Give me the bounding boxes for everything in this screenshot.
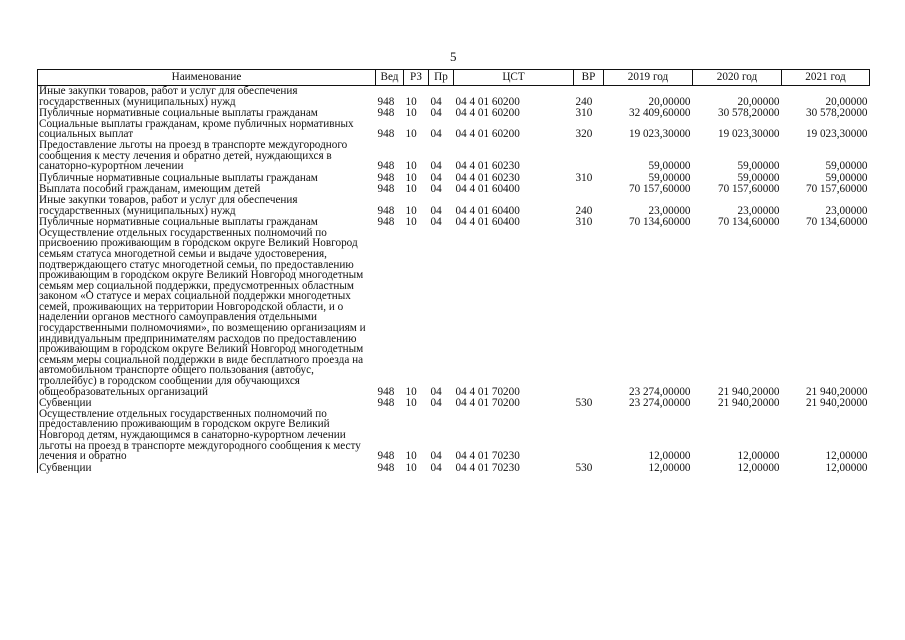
row-2020: 12,00000 [737, 461, 780, 474]
row-pr: 04 [430, 95, 442, 108]
row-ved: 948 [377, 216, 395, 229]
row-pr: 04 [430, 107, 442, 120]
row-ved: 948 [377, 397, 395, 410]
row-2019: 23 274,00000 [628, 397, 691, 410]
row-ved: 948 [377, 160, 395, 173]
row-ved: 948 [377, 171, 395, 184]
row-2020: 59,00000 [737, 171, 780, 184]
row-name: Публичные нормативные социальные выплаты гражданам [38, 172, 376, 184]
row-rz: 10 [405, 461, 417, 474]
row-pr: 04 [430, 171, 442, 184]
row-rz: 10 [405, 397, 417, 410]
row-2021: 59,00000 [825, 171, 868, 184]
row-cst: 04 4 01 60200 [455, 128, 520, 141]
row-rz: 10 [405, 183, 417, 196]
header-2021: 2021 год [782, 70, 870, 86]
row-2019: 20,00000 [648, 95, 691, 108]
header-vr: ВР [574, 70, 604, 86]
row-pr: 04 [430, 128, 442, 141]
row-2020: 70 134,60000 [717, 216, 780, 229]
header-name: Наименование [38, 70, 376, 86]
row-cst: 04 4 01 60230 [455, 171, 520, 184]
row-2020: 30 578,20000 [717, 107, 780, 120]
row-2020: 12,00000 [737, 450, 780, 463]
table-row [38, 409, 870, 462]
row-ved: 948 [377, 461, 395, 474]
row-2019: 23,00000 [648, 204, 691, 217]
row-vr: 240 [575, 95, 593, 108]
row-name: Предоставление льготы на проезд в транспорте междугородного сообщения к месту лечения и обратно детей, нуждающихся в санаторно-курортном лечении [38, 140, 376, 172]
row-2021: 21 940,20000 [805, 385, 868, 398]
row-pr: 04 [430, 397, 442, 410]
table-row [38, 119, 870, 140]
row-pr: 04 [430, 461, 442, 474]
row-name: Публичные нормативные социальные выплаты гражданам [38, 216, 376, 228]
row-2021: 21 940,20000 [805, 397, 868, 410]
table-row [38, 140, 870, 172]
row-ved: 948 [377, 107, 395, 120]
row-2020: 23,00000 [737, 204, 780, 217]
row-2021: 59,00000 [825, 160, 868, 173]
row-vr: 310 [575, 107, 593, 120]
table-header [38, 70, 870, 86]
row-2021: 70 157,60000 [805, 183, 868, 196]
row-vr: 530 [575, 461, 593, 474]
budget-table [37, 69, 870, 473]
row-cst: 04 4 01 60400 [455, 216, 520, 229]
header-cst: ЦСТ [454, 70, 574, 86]
row-name: Публичные нормативные социальные выплаты гражданам [38, 107, 376, 119]
row-ved: 948 [377, 204, 395, 217]
row-cst: 04 4 01 70230 [455, 461, 520, 474]
row-2019: 59,00000 [648, 171, 691, 184]
row-vr [574, 140, 604, 172]
row-2021: 70 134,60000 [805, 216, 868, 229]
row-vr: 530 [575, 397, 593, 410]
row-pr: 04 [430, 160, 442, 173]
row-rz: 10 [405, 204, 417, 217]
row-2021: 23,00000 [825, 204, 868, 217]
row-2021: 12,00000 [825, 450, 868, 463]
row-name: Осуществление отдельных государственных полномочий по присвоению проживающим в городском округе Великий Новгород семьям статуса многодетной семьи и выдаче удостоверения, подтверждающего статус многодетной семьи, по предоставлению проживающим в городском округе Великий Новгород многодетным семьям мер социальной поддержки, предусмотренных областным законом «О статусе и мерах социальной поддержки многодетных семей, проживающих на территории Новгородской области, и о наделении органов местного самоуправления отдельными государственными полномочиями», по возмещению организациям и индивидуальным предпринимателям расходов по предоставлению проживающим в городском округе Великий Новгород многодетным семьям меры социальной поддержки в виде бесплатного проезда на автомобильном транспорте общего пользования (автобус, троллейбус) в городском сообщении для обучающихся общеобразовательных организаций [38, 228, 376, 398]
row-cst: 04 4 01 70230 [455, 450, 520, 463]
row-cst: 04 4 01 60200 [455, 107, 520, 120]
row-vr [574, 228, 604, 398]
row-pr: 04 [430, 216, 442, 229]
row-cst: 04 4 01 60200 [455, 95, 520, 108]
table-row [38, 195, 870, 216]
row-name: Выплата пособий гражданам, имеющим детей [38, 183, 376, 195]
row-2019: 12,00000 [648, 450, 691, 463]
row-pr: 04 [430, 204, 442, 217]
row-vr: 320 [575, 128, 593, 141]
page-number: 5 [450, 49, 457, 64]
row-name: Субвенции [38, 397, 376, 409]
table-body [38, 86, 870, 474]
row-name: Иные закупки товаров, работ и услуг для обеспечения государственных (муниципальных) нужд [38, 86, 376, 108]
row-ved: 948 [377, 450, 395, 463]
row-2019: 23 274,00000 [628, 385, 691, 398]
row-2019: 12,00000 [648, 461, 691, 474]
row-vr: 310 [575, 216, 593, 229]
row-rz: 10 [405, 95, 417, 108]
row-rz: 10 [405, 216, 417, 229]
table-row [38, 228, 870, 398]
row-2021: 30 578,20000 [805, 107, 868, 120]
row-2019: 70 134,60000 [628, 216, 691, 229]
row-vr: 310 [575, 171, 593, 184]
row-rz: 10 [405, 107, 417, 120]
row-2020: 59,00000 [737, 160, 780, 173]
row-2021: 20,00000 [825, 95, 868, 108]
row-rz: 10 [405, 160, 417, 173]
row-2020: 21 940,20000 [717, 385, 780, 398]
row-cst: 04 4 01 70200 [455, 397, 520, 410]
header-2020: 2020 год [693, 70, 782, 86]
table-row [38, 86, 870, 108]
row-pr: 04 [430, 450, 442, 463]
row-vr [574, 183, 604, 195]
row-rz: 10 [405, 450, 417, 463]
row-ved: 948 [377, 183, 395, 196]
row-2020: 20,00000 [737, 95, 780, 108]
row-vr [574, 409, 604, 462]
row-2019: 32 409,60000 [628, 107, 691, 120]
row-cst: 04 4 01 60400 [455, 183, 520, 196]
row-vr: 240 [575, 204, 593, 217]
row-rz: 10 [405, 385, 417, 398]
header-2019: 2019 год [604, 70, 693, 86]
row-rz: 10 [405, 128, 417, 141]
table-row [38, 172, 870, 184]
row-2019: 19 023,30000 [628, 128, 691, 141]
row-2019: 70 157,60000 [628, 183, 691, 196]
row-cst: 04 4 01 60230 [455, 160, 520, 173]
row-pr: 04 [430, 385, 442, 398]
header-rz: РЗ [404, 70, 429, 86]
header-ved: Вед [376, 70, 404, 86]
row-rz: 10 [405, 171, 417, 184]
row-cst: 04 4 01 70200 [455, 385, 520, 398]
row-ved: 948 [377, 95, 395, 108]
row-name: Иные закупки товаров, работ и услуг для обеспечения государственных (муниципальных) нужд [38, 195, 376, 216]
row-name: Субвенции [38, 462, 376, 474]
row-2021: 19 023,30000 [805, 128, 868, 141]
row-cst: 04 4 01 60400 [455, 204, 520, 217]
row-2019: 59,00000 [648, 160, 691, 173]
table-row [38, 216, 870, 228]
row-ved: 948 [377, 128, 395, 141]
row-2020: 19 023,30000 [717, 128, 780, 141]
row-pr: 04 [430, 183, 442, 196]
header-pr: Пр [429, 70, 454, 86]
row-name: Осуществление отдельных государственных полномочий по предоставлению проживающим в городском округе Великий Новгород детям, нуждающимся в санаторно-курортном лечении льготы на проезд в транспорте междугородного сообщения к месту лечения и обратно [38, 409, 376, 462]
row-ved: 948 [377, 385, 395, 398]
table-row [38, 462, 870, 474]
row-2020: 70 157,60000 [717, 183, 780, 196]
row-2020: 21 940,20000 [717, 397, 780, 410]
row-name: Социальные выплаты гражданам, кроме публичных нормативных социальных выплат [38, 119, 376, 140]
row-2021: 12,00000 [825, 461, 868, 474]
